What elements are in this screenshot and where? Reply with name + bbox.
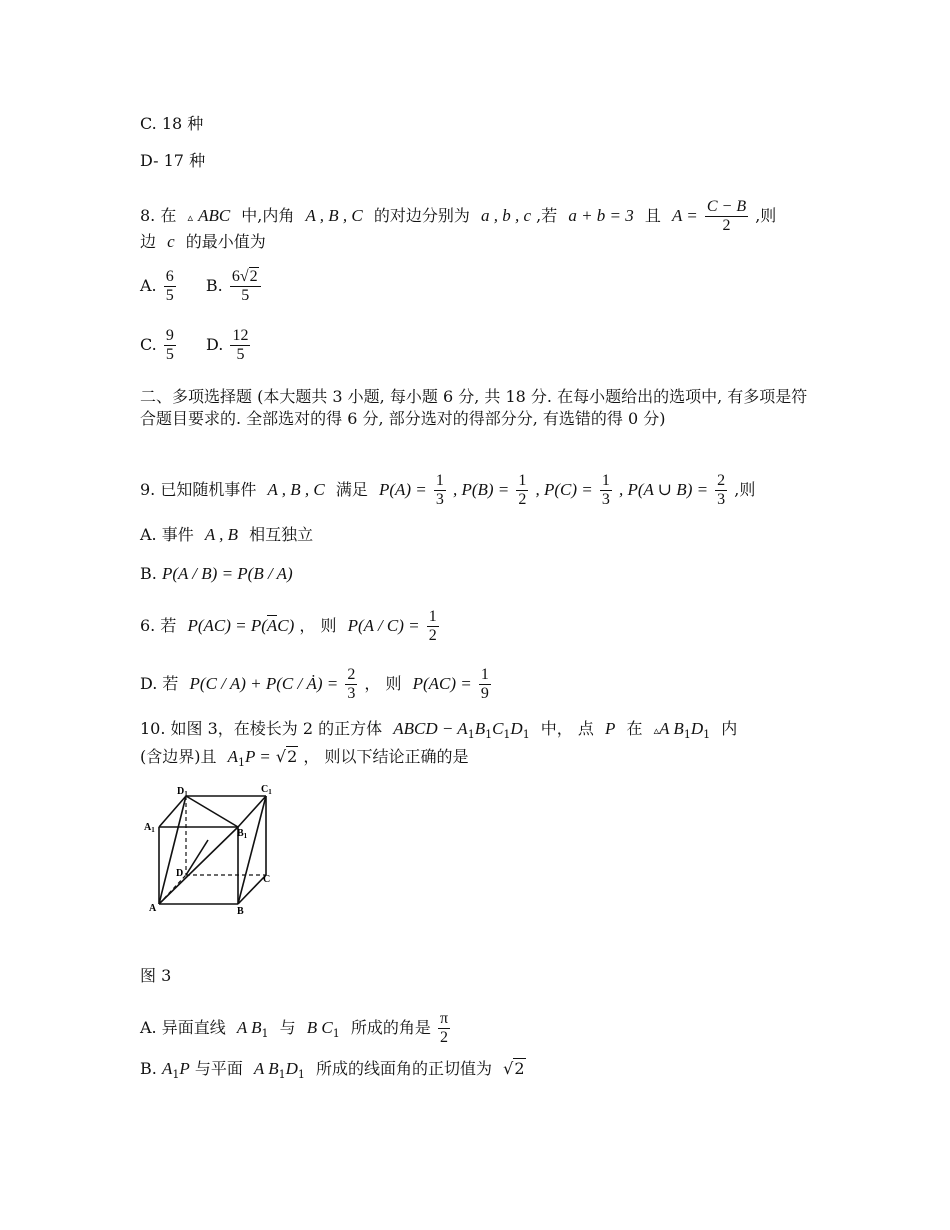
q8-text: 边 — [140, 232, 157, 251]
q8-text: 的最小值为 — [185, 232, 266, 251]
q9-option-c-label: 6. 若 — [140, 616, 177, 635]
figure-caption: 图 3 — [140, 966, 172, 985]
q9-pc-fraction: $\frac{1}{3}$ — [601, 472, 610, 508]
q9-pab: , P(A ∪ B) = — [618, 480, 709, 499]
q8-stem-line2 — [140, 231, 266, 253]
q8-option-b-fraction: $\frac{6√2}{5}$ — [230, 268, 261, 305]
q8-option-a-fraction: $\frac{6}{5}$ — [165, 268, 174, 304]
q9-option-a-text: A. 事件 — [140, 525, 194, 544]
q8-var-c: c — [167, 232, 175, 251]
q9-stem — [140, 472, 755, 509]
q10-stem-line1: 10. 如图 3，在棱长为 2 的正方体 ABCD − $A_1B_1C_1D_1$ 中， 点 P 在 ▵A $B_1D_1$ 内 — [140, 719, 738, 741]
q10-option-a-with: 与 — [279, 1018, 296, 1037]
q10-option-b-label: B. — [140, 1059, 157, 1078]
label-d: D — [176, 868, 184, 879]
q9-option-b — [140, 563, 293, 585]
q9-pb: , P(B) = — [452, 480, 510, 499]
q9-option-c — [140, 608, 441, 645]
q8-option-d-label: D. — [206, 335, 224, 354]
q9-number: 9. 已知随机事件 — [140, 480, 257, 499]
q9-text: ,则 — [734, 480, 756, 499]
q9-option-c-fraction: $\frac{1}{2}$ — [428, 608, 437, 644]
label-b: B — [237, 906, 244, 916]
q10-number: 10. 如图 3，在棱长为 2 的正方体 — [140, 719, 383, 738]
q10-stem-line2: (含边界)且 $A_1P = √2$ ， 则以下结论正确的是 — [140, 747, 469, 769]
q8-text: 的对边分别为 — [373, 206, 470, 225]
q10-option-b-sqrt: 2 — [514, 1059, 525, 1078]
q9-vars: A , B , C — [267, 480, 325, 499]
q9-option-d-label: D. 若 — [140, 674, 179, 693]
q9-pb-fraction: $\frac{1}{2}$ — [518, 472, 527, 508]
q9-option-c-abar: A — [266, 616, 278, 635]
q9-option-d-fraction2: $\frac{1}{9}$ — [480, 666, 489, 702]
label-d1: $D_1$ — [177, 786, 188, 798]
label-c1: $C_1$ — [261, 784, 272, 796]
q10-point-p: P — [604, 719, 616, 738]
q8-option-c-label: C. — [140, 335, 157, 354]
q9-option-d — [140, 666, 493, 703]
q9-text: 满足 — [335, 480, 368, 499]
q8-option-d-fraction: $\frac{12}{5}$ — [232, 327, 249, 363]
q9-option-d-expr2: P(AC) = — [412, 674, 472, 693]
q9-option-d-expr: P(C / A) + P(C / Ȧ) = — [189, 674, 339, 693]
q9-option-a-tail: 相互独立 — [249, 525, 314, 544]
q8-sides: a , b , c — [480, 206, 532, 225]
q10-text: (含边界)且 — [140, 747, 217, 766]
q10-option-a: A. 异面直线 A $B_1$ 与 B $C_1$ 所成的角是 $\frac{\pi}{2}$ — [140, 1010, 449, 1046]
q8-options-cd — [140, 327, 252, 364]
q8-text: 中,内角 — [241, 206, 295, 225]
q9-option-c-expr: P(AC) = P( — [187, 616, 267, 635]
q8-text: 且 — [644, 206, 661, 225]
q10-option-b: B. $A_1P$ 与平面 A $B_1D_1$ 所成的线面角的正切值为 √2 — [140, 1059, 525, 1081]
q9-option-d-text: ， 则 — [364, 674, 402, 693]
q9-option-c-text: ， 则 — [299, 616, 337, 635]
q8-number: 8. 在 — [140, 206, 177, 225]
q8-options-ab — [140, 268, 263, 305]
q8-stem-line1 — [140, 198, 776, 235]
q9-option-c-expr2: P(A / C) = — [347, 616, 420, 635]
q8-text: ,则 — [755, 206, 777, 225]
q8-vars: A , B , C — [305, 206, 363, 225]
q10-text: 中， 点 — [540, 719, 594, 738]
label-a: A — [149, 903, 157, 914]
q8-option-b-label: B. — [205, 276, 223, 295]
label-b1: $B_1$ — [237, 828, 248, 840]
q8-triangle-name: ABC — [198, 206, 231, 225]
q9-pa-fraction: $\frac{1}{3}$ — [435, 472, 444, 508]
label-a1: $A_1$ — [144, 822, 155, 834]
q9-option-a-vars: A , B — [204, 525, 239, 544]
triangle-icon: ▵ — [653, 724, 660, 737]
q7-option-d: D- 17 种 — [140, 151, 206, 170]
q10-option-a-tail: 所成的角是 — [350, 1018, 431, 1037]
cube-edges — [159, 796, 266, 904]
q9-option-b-label: B. — [140, 564, 157, 583]
label-c: C — [263, 874, 271, 885]
q9-pa: P(A) = — [378, 480, 427, 499]
q9-pab-fraction: $\frac{2}{3}$ — [717, 472, 726, 508]
q10-text: 在 — [626, 719, 643, 738]
q8-option-c-fraction: $\frac{9}{5}$ — [165, 327, 174, 363]
q9-option-a — [140, 524, 313, 546]
q10-text: ， 则以下结论正确的是 — [303, 747, 469, 766]
section-heading: 二、多项选择题 (本大题共 3 小题, 每小题 6 分, 共 18 分. 在每小题给出的选项中, 有多项是符合题目要求的. 全部选对的得 6 分, 部分选对的得部分分, 有选错的得 0 分) — [140, 387, 808, 428]
cube-figure — [140, 780, 280, 916]
q9-pc: , P(C) = — [535, 480, 593, 499]
q10-option-b-text: 与平面 — [194, 1059, 243, 1078]
q8-fraction: $\frac{C - B}{2}$ — [706, 198, 747, 234]
q8-condition: a + b = 3 — [568, 206, 634, 225]
q9-option-d-fraction1: $\frac{2}{3}$ — [347, 666, 356, 702]
q8-angle-eq: A = — [671, 206, 698, 225]
q10-text: 内 — [721, 719, 738, 738]
q10-option-a-text: A. 异面直线 — [140, 1018, 226, 1037]
q8-option-a-label: A. — [140, 276, 157, 295]
triangle-icon: ▵ — [187, 211, 193, 224]
q7-option-c: C. 18 种 — [140, 114, 204, 133]
q9-option-c-expr-tail: C) — [277, 616, 295, 635]
q10-option-b-tail: 所成的线面角的正切值为 — [316, 1059, 493, 1078]
q8-text: ,若 — [536, 206, 558, 225]
q10-cube-name: ABCD − A — [393, 719, 468, 738]
q9-option-b-expr: P(A / B) = P(B / A) — [161, 564, 293, 583]
q10-option-a-fraction: $\frac{\pi}{2}$ — [439, 1010, 449, 1046]
